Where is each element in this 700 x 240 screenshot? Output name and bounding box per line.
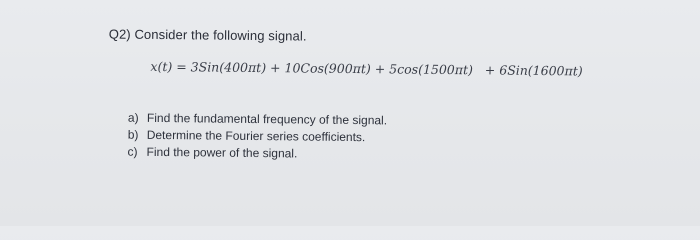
part-text: Find the fundamental frequency of the signal. [146, 110, 388, 128]
part-marker: b) [127, 127, 139, 142]
part-text: Determine the Fourier series coefficients. [146, 127, 366, 145]
signal-equation: x(t) = 3Sin(400πt) + 10Cos(900πt) + 5cos(1500πt) + 6Sin(1600πt) [150, 58, 583, 79]
question-parts-list [127, 110, 387, 164]
part-text: Find the power of the signal. [146, 144, 298, 161]
question-heading: Q2) Consider the following signal. [108, 26, 307, 44]
part-marker: c) [127, 144, 138, 159]
part-marker: a) [127, 110, 139, 125]
question-part-c [127, 144, 386, 164]
